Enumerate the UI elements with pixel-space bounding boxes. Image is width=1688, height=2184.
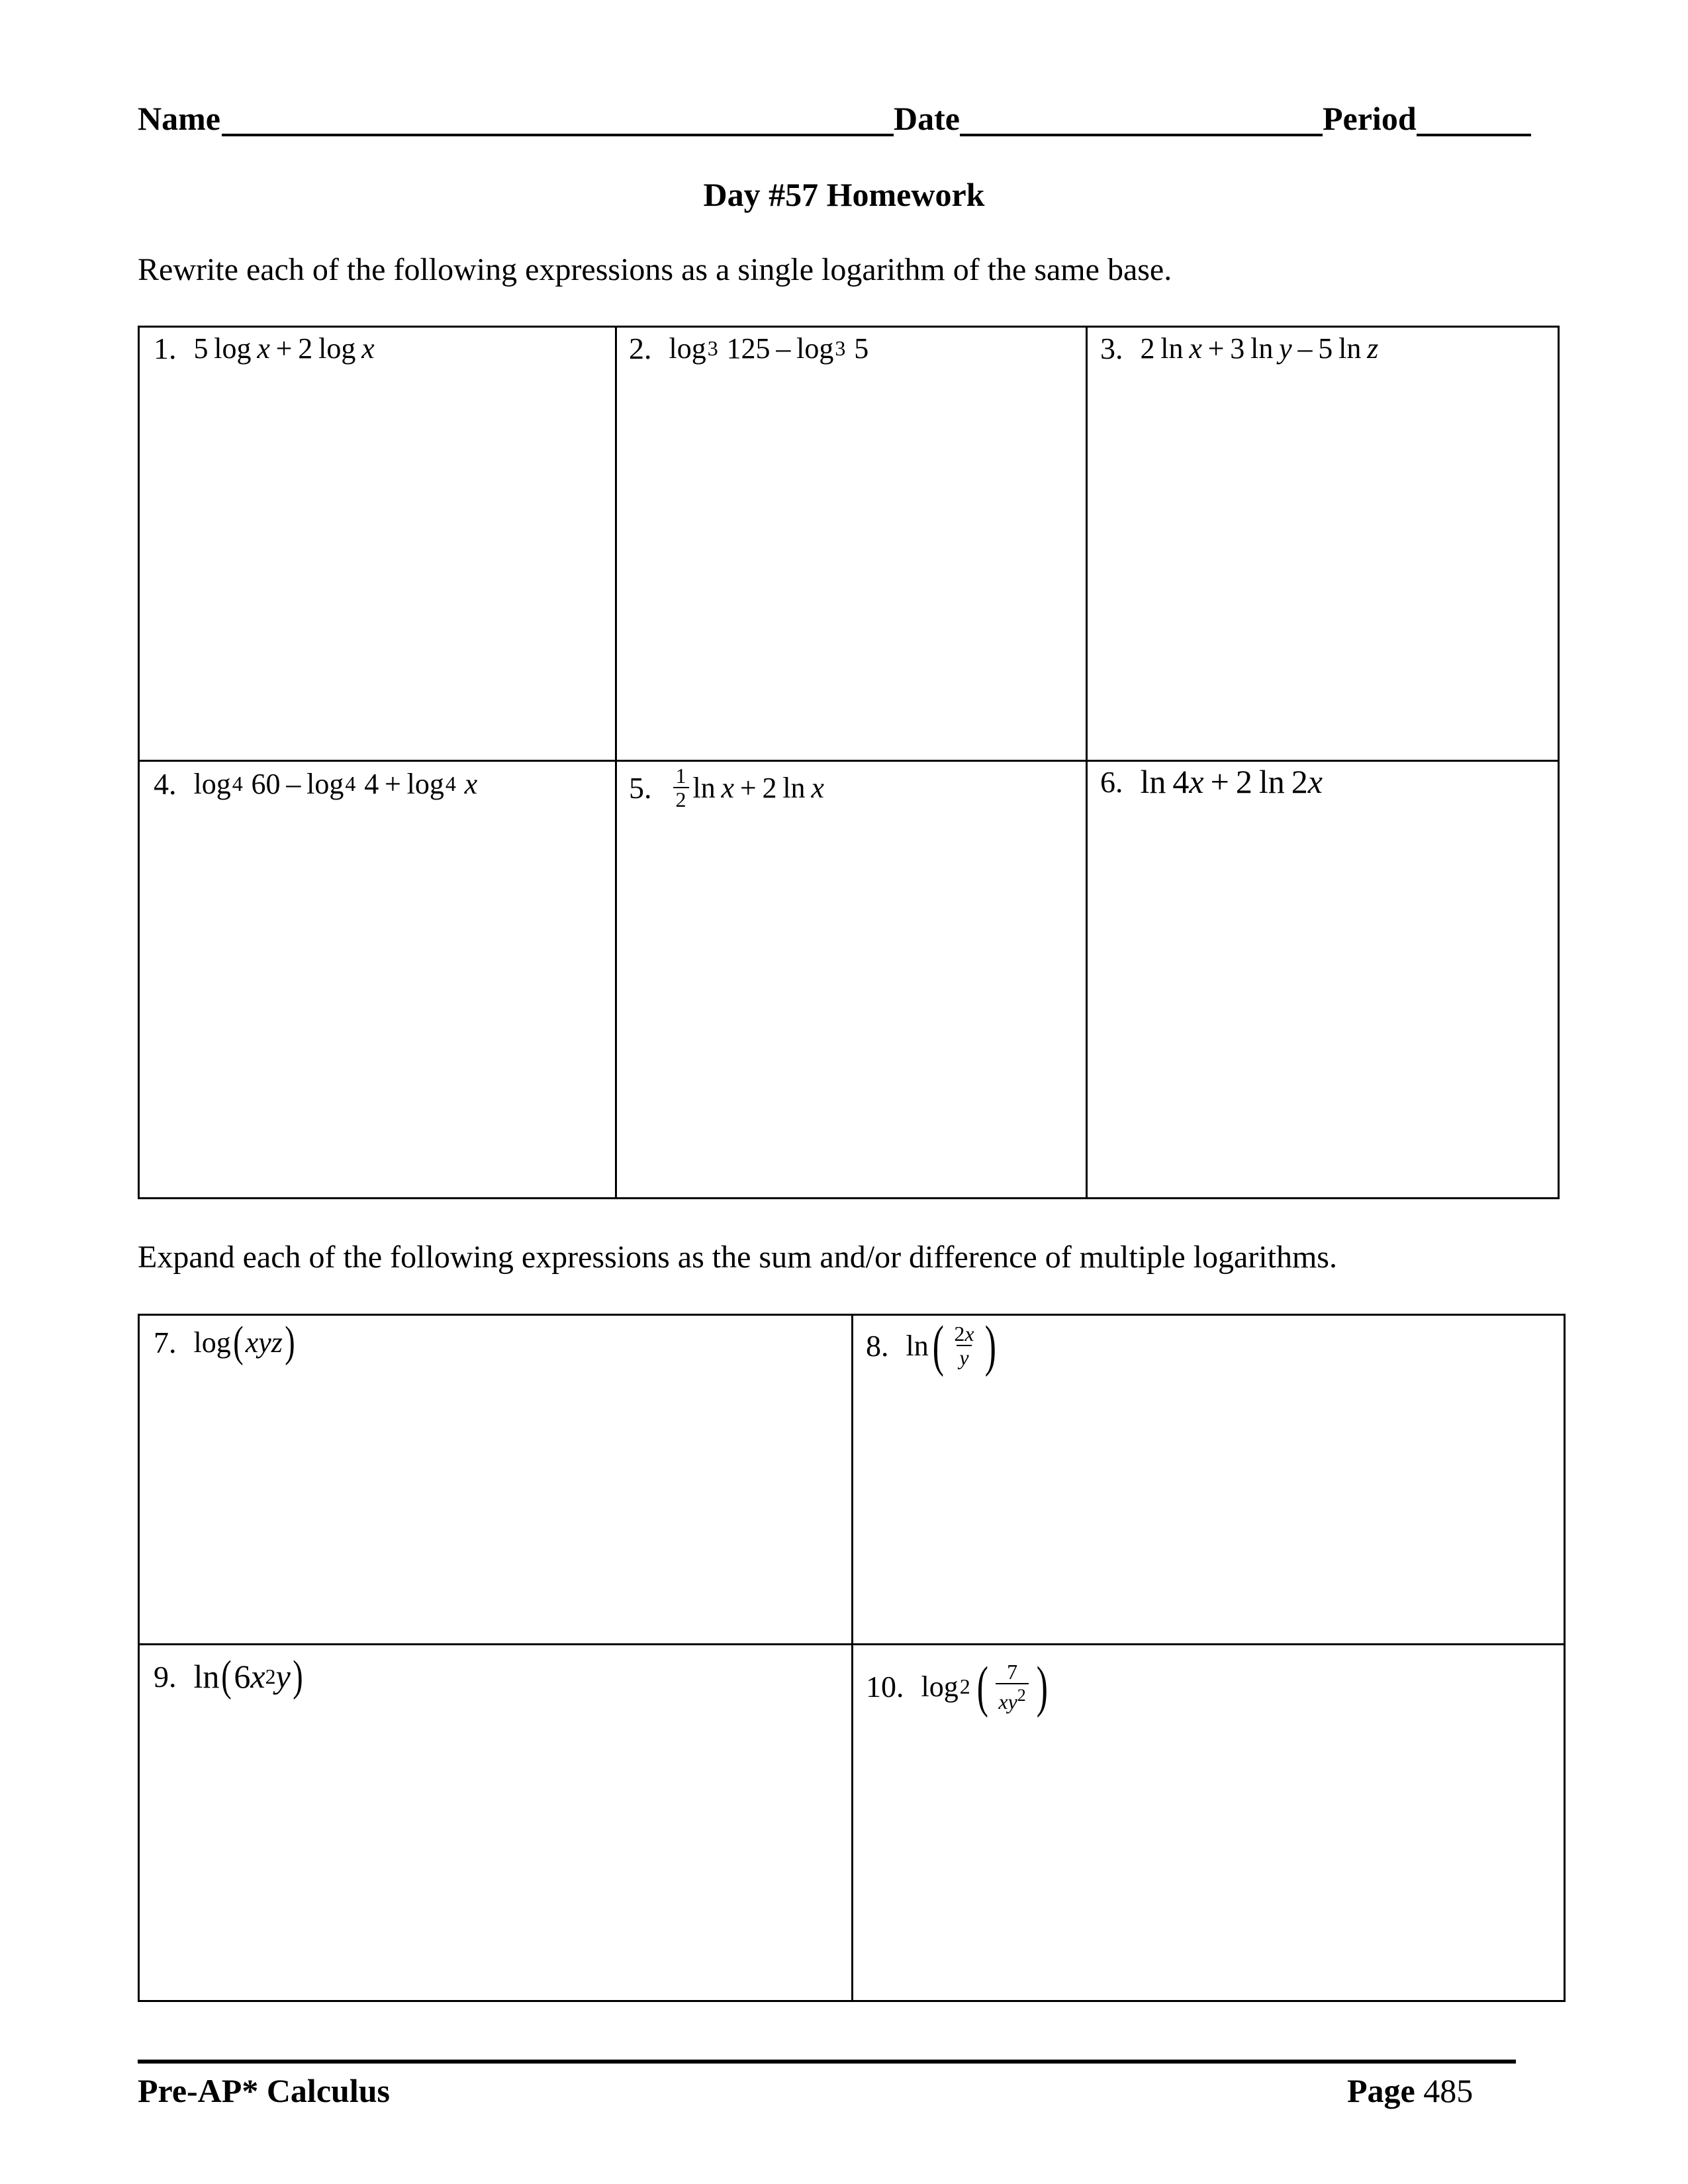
problem-3 [1100, 331, 1378, 366]
problem-number: 8. [866, 1328, 889, 1363]
name-field[interactable] [222, 134, 894, 136]
expression: $\frac{1}{2}$ ln x + 2 ln x [669, 764, 824, 811]
footer-course: Pre-AP* Calculus [138, 2072, 390, 2109]
footer-page [1347, 2071, 1473, 2110]
section2-instruction: Expand each of the following expressions as the sum and/or difference of multiple logarithms. [138, 1240, 1337, 1275]
problem-number: 3. [1100, 332, 1123, 365]
grid-divider [615, 326, 617, 1199]
problem-number: 10. [866, 1669, 904, 1704]
problem-6 [1100, 762, 1323, 801]
section1-grid [138, 326, 1560, 1199]
page-label: Page [1347, 2072, 1415, 2109]
problem-4 [154, 766, 477, 801]
problem-number: 9. [154, 1659, 177, 1694]
name-label: Name [138, 100, 220, 137]
problem-number: 1. [154, 332, 177, 365]
problem-5 [629, 764, 824, 811]
problem-number: 2. [629, 332, 652, 365]
problem-1 [154, 331, 375, 366]
period-label: Period [1323, 100, 1417, 137]
problem-8 [866, 1314, 1000, 1377]
expression: log ( xyz ) [193, 1318, 295, 1366]
problem-number: 6. [1100, 764, 1123, 799]
problem-9 [154, 1652, 305, 1700]
page-number: 485 [1423, 2072, 1474, 2109]
expression: 5 log x + 2 log x [193, 332, 375, 365]
expression: ln 4 x + 2 ln 2 x [1140, 763, 1323, 800]
grid-divider [851, 1314, 853, 2002]
footer-rule [138, 2060, 1516, 2064]
period-field[interactable] [1417, 134, 1531, 136]
expression: log 3 125 – log 3 5 [669, 332, 869, 365]
problem-number: 4. [154, 767, 177, 801]
problem-number: 7. [154, 1325, 177, 1359]
expression: ln ( 6 x 2 y ) [193, 1652, 303, 1700]
problem-10 [866, 1655, 1051, 1718]
expression: 2 ln x + 3 ln y – 5 ln z [1140, 332, 1379, 365]
page-title: Day #57 Homework [703, 176, 985, 213]
problem-2 [629, 331, 868, 366]
grid-divider [138, 1643, 1566, 1645]
expression: ln ( $\frac{2x}{y}$ ) [906, 1314, 996, 1377]
date-field[interactable] [960, 134, 1323, 136]
grid-divider [1086, 326, 1088, 1199]
problem-number: 5. [629, 770, 652, 805]
grid-divider [138, 760, 1560, 762]
expression: log 2 ( $\frac{7}{xy^2}$ ) [921, 1655, 1048, 1718]
expression: log 4 60 – log 4 4 + log 4 x [193, 768, 478, 800]
problem-7 [154, 1320, 297, 1364]
date-label: Date [894, 100, 960, 137]
section1-instruction: Rewrite each of the following expressions as a single logarithm of the same base. [138, 252, 1172, 287]
